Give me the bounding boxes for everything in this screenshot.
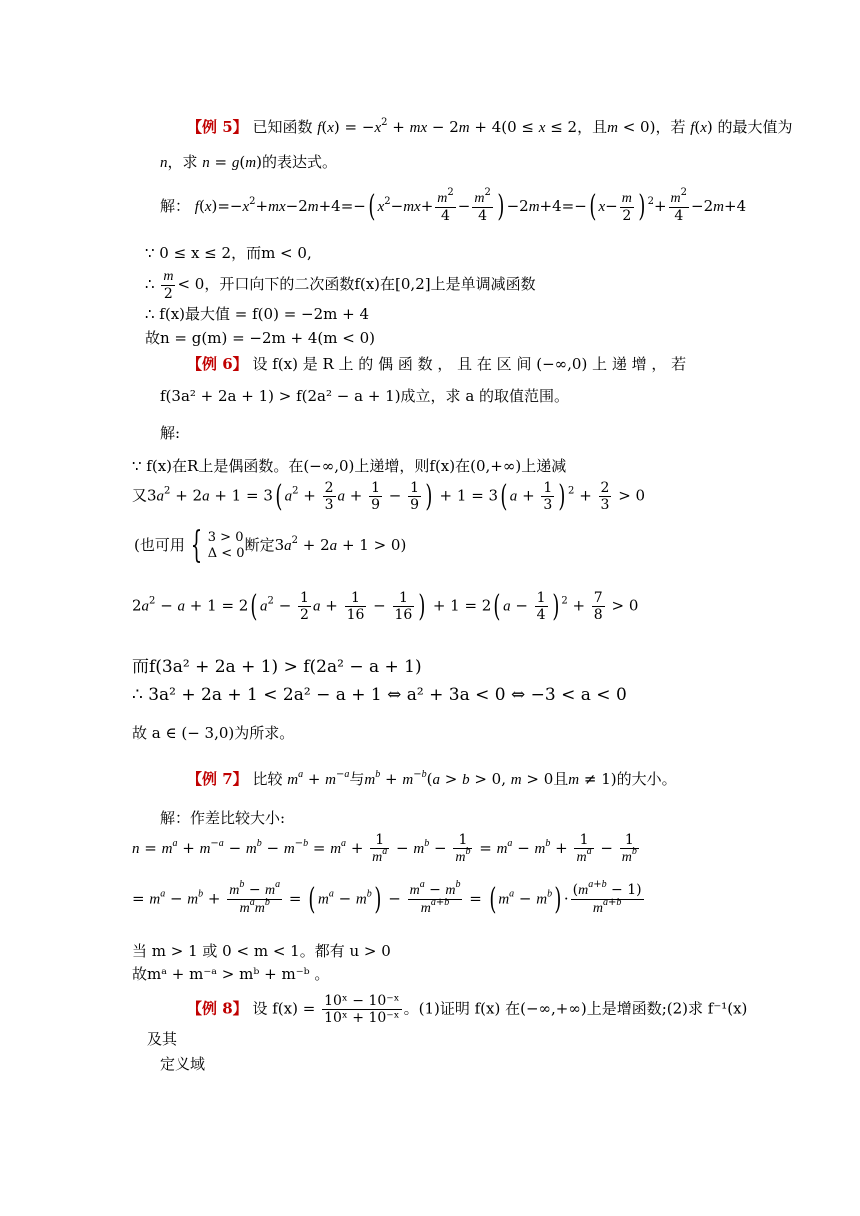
example-6-step1: ∵ f(x)在R上是偶函数。在(−∞,0)上递增，则f(x)在(0,+∞)上递减 bbox=[132, 457, 567, 475]
example-6-question-line2: f(3a² + 2a + 1) > f(2a² − a + 1)成立，求 a 的取值范围。 bbox=[160, 387, 570, 405]
example-6-step5: 而f(3a² + 2a + 1) > f(2a² − a + 1) bbox=[132, 657, 422, 677]
example-5-step2: ∴ $\frac{m}{2}$ < 0，开口向下的二次函数f(x)在[0,2]上是单调减函数 bbox=[145, 269, 536, 303]
example-7-question: 【例 7】 比较 $m^a + m^{-a}$与$m^b + m^{-b}(a > b > 0$, m > 0且m ≠ 1)的大小。 bbox=[187, 769, 677, 788]
example-5-solution-expr: 解： $f(x)=-x^2+mx-2m+4=-$( $x^2-mx+$ $\frac{m^2}{4}$ − $\frac{m^2}{4}$ ) −2m+4=−( x− $\frac{m}{2}$ ) $^2$+ $\frac{m^2}{4}$ −2m+4 bbox=[160, 187, 747, 225]
example-7-tag: 【例 7】 bbox=[187, 770, 248, 788]
example-6-step3: (也可用 { 3 > 0 Δ < 0断定$3a^2 + 2a + 1 > 0$) bbox=[134, 525, 407, 566]
example-5-question-line1: 【例 5】 已知函数 $f(x) = -x^2$ + mx − 2m + 4(0 ≤ x ≤ 2，且m < 0)，若 f(x) 的最大值为 bbox=[187, 117, 793, 136]
example-5-tag: 【例 5】 bbox=[187, 118, 248, 136]
example-6-step4: $2a^2 - a + 1 = 2$( $a^2$ − $\frac{1}{2}$ a + $\frac{1}{16}$ − $\frac{1}{16}$ ) + 1 = 2( a − $\frac{1}{4}$ ) $^2$ + $\frac{7}{8}$ > 0 bbox=[132, 588, 639, 624]
example-6-solution-label: 解: bbox=[160, 424, 181, 442]
example-7-step2: = $m^a - m^b$ + $\frac{m^b - m^a}{m^am^b}$ = ( $m^a - m^b$) − $\frac{m^a - m^b}{m^{a+b}}$ = ( $m^a - m^b$) · $\frac{(m^{a+b} - 1)}{m^{a+b}}$ bbox=[132, 879, 642, 917]
example-7-conclusion: 故mᵃ + m⁻ᵃ > mᵇ + m⁻ᵇ 。 bbox=[132, 965, 330, 983]
example-5-step1: ∵ 0 ≤ x ≤ 2，而m < 0, bbox=[145, 244, 312, 262]
example-5-step4: 故n = g(m) = −2m + 4(m < 0) bbox=[145, 329, 375, 347]
example-7-step1: $n = m^a + m^{-a} - m^b - m^{-b} = m^a$ + $\frac{1}{m^a}$ − $m^b$ − $\frac{1}{m^b}$ = $m^a - m^b$ + $\frac{1}{m^a}$ − $\frac{1}{m^b}$ bbox=[132, 832, 637, 866]
example-8-line2: 及其 bbox=[147, 1030, 178, 1048]
example-7-solution-label: 解：作差比较大小: bbox=[160, 809, 286, 827]
example-8-line3: 定义域 bbox=[160, 1055, 206, 1073]
example-5-question-line2: n，求 n = g(m)的表达式。 bbox=[160, 153, 337, 171]
example-8-question: 【例 8】 设 f(x) = $\frac{\text{10ˣ − 10⁻ˣ}}{\text{10ˣ + 10⁻ˣ}}$ 。(1)证明 f(x) 在(−∞,+∞)上是增函数;(2)求 f⁻¹(x) bbox=[187, 993, 748, 1027]
example-6-question-line1: 【例 6】 设 f(x) 是 R 上 的 偶 函 数 ， 且 在 区 间 (−∞,0) 上 递 增 ， 若 bbox=[187, 355, 687, 373]
example-6-conclusion: 故 a ∈ (− 3,0)为所求。 bbox=[132, 724, 295, 742]
example-5-step3: ∴ f(x)最大值 = f(0) = −2m + 4 bbox=[145, 305, 370, 323]
example-6-tag: 【例 6】 bbox=[187, 355, 248, 373]
example-7-step3: 当 m > 1 或 0 < m < 1。都有 u > 0 bbox=[132, 942, 391, 960]
example-8-tag: 【例 8】 bbox=[187, 999, 248, 1018]
example-5-solution-label: 解： bbox=[160, 197, 191, 216]
example-6-step6: ∴ 3a² + 2a + 1 < 2a² − a + 1 ⇔ a² + 3a < 0 ⇔ −3 < a < 0 bbox=[132, 685, 627, 705]
example-6-step2: 又$3a^2 + 2a + 1 = 3$( $a^2$ + $\frac{2}{3}$ a + $\frac{1}{9}$ − $\frac{1}{9}$ ) + 1 = 3( a + $\frac{1}{3}$ ) $^2$ + $\frac{2}{3}$ > 0 bbox=[132, 478, 646, 514]
